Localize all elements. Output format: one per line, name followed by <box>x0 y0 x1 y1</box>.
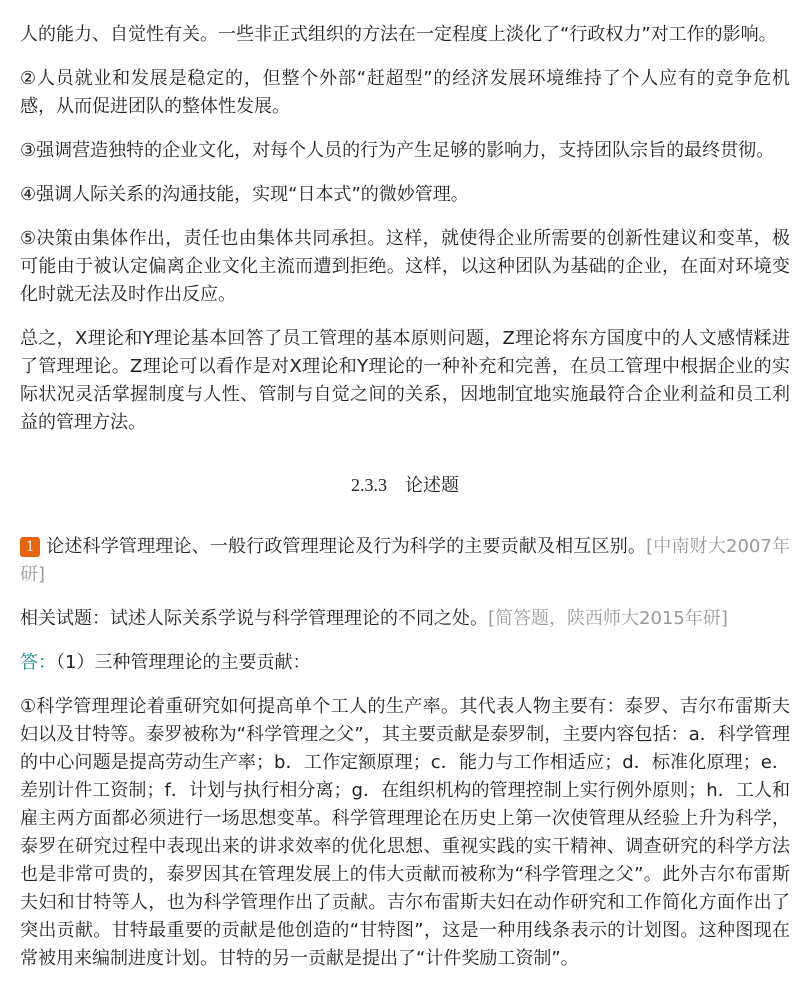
answer-intro <box>20 649 790 677</box>
question-source: [中南财大2007年研] <box>20 536 790 585</box>
paragraph: ③强调营造独特的企业文化，对每个人员的行为产生足够的影响力，支持团队宗旨的最终贯彻。 <box>20 140 775 161</box>
answer-body: ①科学管理理论着重研究如何提高单个工人的生产率。其代表人物主要有：泰罗、吉尔布雷斯夫妇以及甘特等。泰罗被称为“科学管理之父”，其主要贡献是泰罗制，主要内容包括：a．科学管理的中心问题是提高劳动生产率；b．工作定额原理；c．能力与工作相适应；d．标准化原理；e．差别计件工资制；f．计划与执行相分离；g．在组织机构的管理控制上实行例外原则；h．工人和雇主两方面都必须进行一场思想变革。科学管理理论在历史上第一次使管理从经验上升为科学，泰罗在研究过程中表现出来的讲求效率的优化思想、重视实践的实干精神、调查研究的科学方法也是非常可贵的，泰罗因其在管理发展上的伟大贡献而被称为“科学管理之父”。此外吉尔布雷斯夫妇和甘特等人，也为科学管理作出了贡献。吉尔布雷斯夫妇在动作研究和工作简化方面作出了突出贡献。甘特最重要的贡献是他创造的“甘特图”，这是一种用线条表示的计划图。这种图现在常被用来编制进度计划。甘特的另一贡献是提出了“计件奖励工资制”。 <box>20 696 790 969</box>
section-heading <box>20 471 790 499</box>
paragraph: ④强调人际关系的沟通技能，实现“日本式”的微妙管理。 <box>20 184 469 205</box>
question <box>20 533 790 589</box>
document-body <box>20 21 790 989</box>
paragraph: ⑤决策由集体作出，责任也由集体共同承担。这样，就使得企业所需要的创新性建议和变革，极可能由于被认定偏离企业文化主流而遭到拒绝。这样，以这种团队为基础的企业，在面对环境变化时就无法及时作出反应。 <box>20 228 790 305</box>
question-text: 论述科学管理理论、一般行政管理理论及行为科学的主要贡献及相互区别。 <box>46 536 647 557</box>
paragraph: 人的能力、自觉性有关。一些非正式组织的方法在一定程度上淡化了“行政权力”对工作的影响。 <box>20 24 777 45</box>
paragraph: ②人员就业和发展是稳定的，但整个外部“赶超型”的经济发展环境维持了个人应有的竞争危机感，从而促进团队的整体性发展。 <box>20 68 790 117</box>
answer-intro-text: （1）三种管理理论的主要贡献： <box>56 652 311 673</box>
question-number-badge: 1 <box>20 537 40 557</box>
related-source: [简答题，陕西师大2015年研] <box>488 608 728 629</box>
answer-label: 答： <box>20 652 56 673</box>
paragraph: 总之，X理论和Y理论基本回答了员工管理的基本原则问题，Z理论将东方国度中的人文感情糅进了管理理论。Z理论可以看作是对X理论和Y理论的一种补充和完善，在员工管理中根据企业的实际状况灵活掌握制度与人性、管制与自觉之间的关系，因地制宜地实施最符合企业利益和员工利益的管理方法。 <box>20 328 790 433</box>
related-text: 相关试题：试述人际关系学说与科学管理理论的不同之处。 <box>20 608 488 629</box>
section-title: 论述题 <box>405 475 459 495</box>
section-number: 2.3.3 <box>351 475 387 495</box>
related-question <box>20 605 790 633</box>
